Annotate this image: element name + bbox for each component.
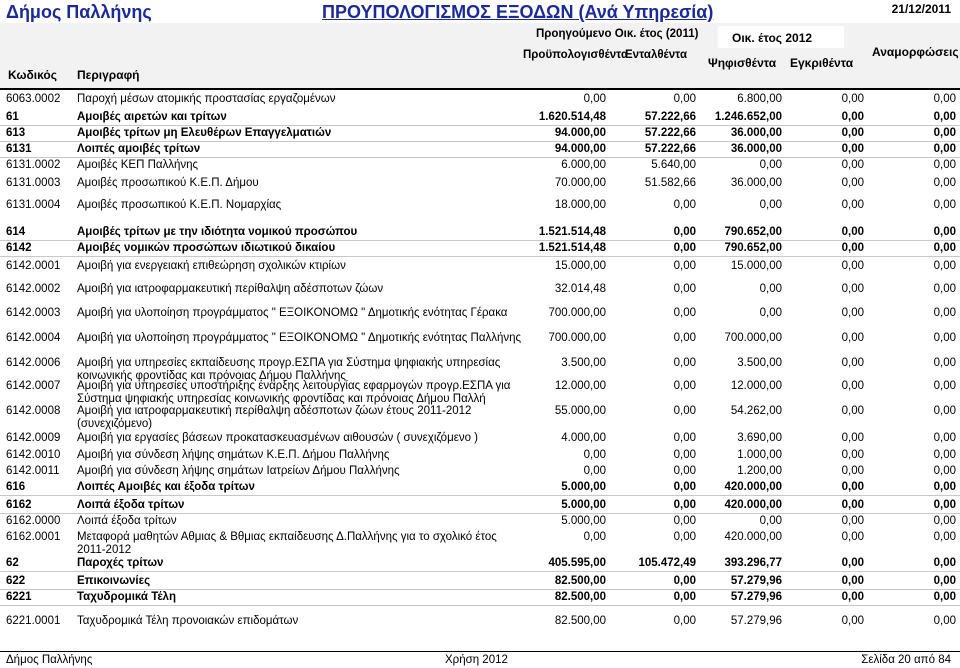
row-value-revisions: 0,00 [933, 465, 956, 477]
row-code: 6142.0002 [6, 283, 61, 295]
row-value-budgeted: 18.000,00 [554, 199, 606, 211]
row-value-approved: 0,00 [841, 177, 864, 189]
row-value-committed: 57.222,66 [644, 143, 696, 155]
row-value-voted: 3.690,00 [737, 432, 782, 444]
row-value-budgeted: 0,00 [583, 93, 606, 105]
row-value-voted: 6.800,00 [737, 93, 782, 105]
row-code: 6131.0004 [6, 199, 61, 211]
row-description-line: Αμοιβή για υπηρεσίες εκπαίδευσης προγρ.ΕΣΠΑ για Σύστημα ψηφιακής υπηρεσίας [77, 357, 501, 369]
row-value-revisions: 0,00 [933, 307, 956, 319]
row-separator [0, 157, 960, 158]
row-code: 62 [6, 557, 19, 569]
row-value-budgeted: 700.000,00 [548, 332, 606, 344]
col-header-budgeted: Προϋπολογισθέντα [523, 49, 629, 61]
row-value-voted: 36.000,00 [730, 127, 782, 139]
row-code: 6142.0004 [6, 332, 61, 344]
row-description-line: 2011-2012 [77, 544, 132, 556]
row-description-line: Λοιπές αμοιβές τρίτων [77, 143, 201, 155]
row-separator [0, 125, 960, 126]
footer-municipality: Δήμος Παλλήνης [6, 654, 93, 666]
row-code: 6162 [6, 499, 32, 511]
row-value-budgeted: 94.000,00 [554, 127, 606, 139]
row-value-committed: 0,00 [673, 465, 696, 477]
row-value-revisions: 0,00 [933, 260, 956, 272]
row-value-budgeted: 405.595,00 [548, 557, 606, 569]
footer-page-number: Σελίδα 20 από 84 [861, 654, 951, 666]
row-value-committed: 0,00 [673, 283, 696, 295]
row-value-revisions: 0,00 [933, 481, 956, 493]
row-value-approved: 0,00 [841, 127, 864, 139]
row-value-approved: 0,00 [841, 557, 864, 569]
row-description [77, 591, 176, 604]
row-value-budgeted: 0,00 [583, 531, 606, 543]
row-description [77, 531, 497, 557]
row-value-voted: 790.652,00 [724, 242, 782, 254]
row-value-voted: 700.000,00 [724, 332, 782, 344]
row-value-committed: 0,00 [673, 531, 696, 543]
row-value-approved: 0,00 [841, 260, 864, 272]
row-value-budgeted: 55.000,00 [554, 405, 606, 417]
row-description [77, 93, 336, 106]
row-separator [0, 513, 960, 514]
row-description-line: Ταχυδρομικά Τέλη προνοιακών επιδομάτων [77, 615, 299, 627]
row-value-voted: 420.000,00 [724, 499, 782, 511]
row-description-line: Σύστημα ψηφιακής υπηρεσίας κοινωνικής φροντίδας και πρόνοιας Δήμου Παλλή [77, 393, 486, 405]
row-value-approved: 0,00 [841, 242, 864, 254]
row-value-committed: 0,00 [673, 449, 696, 461]
row-value-budgeted: 82.500,00 [554, 615, 606, 627]
row-value-budgeted: 82.500,00 [554, 575, 606, 587]
row-value-voted: 36.000,00 [730, 177, 782, 189]
row-code: 6131.0003 [6, 177, 61, 189]
cur-year-group-header: Οικ. έτος 2012 [732, 31, 813, 45]
row-code: 6142.0011 [6, 465, 60, 477]
row-value-budgeted: 700.000,00 [548, 307, 606, 319]
municipality-title: Δήμος Παλλήνης [6, 2, 152, 22]
row-value-revisions: 0,00 [933, 159, 956, 171]
header-rule [0, 88, 960, 90]
row-value-approved: 0,00 [841, 499, 864, 511]
row-description [77, 515, 177, 528]
row-code: 6142 [6, 242, 32, 254]
row-description-line: Παροχή μέσων ατομικής προστασίας εργαζομένων [77, 93, 336, 105]
row-value-budgeted: 0,00 [583, 449, 606, 461]
row-value-voted: 0,00 [759, 515, 782, 527]
row-value-approved: 0,00 [841, 591, 864, 603]
row-description-line: Αμοιβή για σύνδεση λήψης σημάτων Κ.Ε.Π. Δήμου Παλλήνης [77, 449, 390, 461]
row-value-committed: 0,00 [673, 432, 696, 444]
row-code: 613 [6, 127, 26, 139]
row-description [77, 332, 521, 345]
row-value-approved: 0,00 [841, 405, 864, 417]
row-value-committed: 0,00 [673, 481, 696, 493]
row-description-line: Λοιπές Αμοιβές και έξοδα τρίτων [77, 481, 255, 493]
row-description-line: Αμοιβή για ιατροφαρμακευτική περίθαλψη αδέσποτων ζώων έτους 2011-2012 [77, 405, 472, 417]
row-value-revisions: 0,00 [933, 177, 956, 189]
report-title: ΠΡΟΥΠΟΛΟΓΙΣΜΟΣ ΕΞΟΔΩΝ (Ανά Υπηρεσία) [322, 2, 714, 22]
row-value-voted: 12.000,00 [730, 380, 782, 392]
row-value-committed: 0,00 [673, 93, 696, 105]
row-value-revisions: 0,00 [933, 615, 956, 627]
row-code: 6142.0008 [6, 405, 61, 417]
col-header-approved: Εγκριθέντα [790, 56, 854, 70]
row-description [77, 557, 163, 570]
row-value-voted: 57.279,96 [730, 615, 782, 627]
row-value-committed: 5.640,00 [651, 159, 696, 171]
row-value-committed: 0,00 [673, 199, 696, 211]
row-value-committed: 57.222,66 [644, 111, 696, 123]
row-value-budgeted: 3.500,00 [561, 357, 606, 369]
row-value-committed: 0,00 [673, 260, 696, 272]
row-value-committed: 0,00 [673, 405, 696, 417]
row-value-voted: 36.000,00 [730, 143, 782, 155]
row-value-revisions: 0,00 [933, 242, 956, 254]
row-value-committed: 0,00 [673, 226, 696, 238]
report-date: 21/12/2011 [891, 2, 951, 16]
row-value-committed: 0,00 [673, 307, 696, 319]
row-description-line: Αμοιβές ΚΕΠ Παλλήνης [77, 159, 199, 171]
row-value-budgeted: 94.000,00 [554, 143, 606, 155]
row-value-voted: 420.000,00 [724, 481, 782, 493]
footer-rule [0, 651, 960, 652]
row-description [77, 260, 346, 273]
row-value-voted: 420.000,00 [724, 531, 782, 543]
row-value-approved: 0,00 [841, 380, 864, 392]
row-value-voted: 790.652,00 [724, 226, 782, 238]
row-description-line: Αμοιβές προσωπικού Κ.Ε.Π. Νομαρχίας [77, 199, 282, 211]
row-value-revisions: 0,00 [933, 557, 956, 569]
row-description-line: Αμοιβή για εργασίες βάσεων προκατασκευασμένων αιθουσών ( συνεχιζόμενο ) [77, 432, 478, 444]
row-code: 6063.0002 [6, 93, 61, 105]
row-value-voted: 393.296,77 [724, 557, 782, 569]
row-value-revisions: 0,00 [933, 432, 956, 444]
row-description-line: Αμοιβές τρίτων μη Ελευθέρων Επαγγελματιών [77, 127, 332, 139]
row-value-voted: 0,00 [759, 307, 782, 319]
row-value-approved: 0,00 [841, 615, 864, 627]
row-value-revisions: 0,00 [933, 111, 956, 123]
row-value-approved: 0,00 [841, 332, 864, 344]
row-description-line: Μεταφορά μαθητών Αθμιας & Βθμιας εκπαίδευσης Δ.Παλλήνης για το σχολικό έτος [77, 531, 497, 543]
row-value-voted: 1.200,00 [737, 465, 782, 477]
row-value-revisions: 0,00 [933, 405, 956, 417]
row-value-committed: 0,00 [673, 575, 696, 587]
row-description-line: Αμοιβή για ενεργειακή επιθεώρηση σχολικών κτιρίων [77, 260, 346, 272]
row-description [77, 111, 227, 124]
row-value-voted: 57.279,96 [730, 575, 782, 587]
row-description-line: Λοιπά έξοδα τρίτων [77, 515, 177, 527]
row-description [77, 615, 298, 628]
row-code: 6142.0010 [6, 449, 61, 461]
row-description-line: Λοιπά έξοδα τρίτων [77, 499, 185, 511]
row-value-voted: 15.000,00 [730, 260, 782, 272]
row-value-budgeted: 6.000,00 [561, 159, 606, 171]
row-description [77, 283, 383, 296]
row-value-approved: 0,00 [841, 515, 864, 527]
row-description-line: κοινωνικής φροντίδας και πρόνοιας Δήμου Παλλήνης [77, 370, 346, 382]
row-description [77, 499, 184, 512]
row-description-line: Παροχές τρίτων [77, 557, 164, 569]
row-value-budgeted: 12.000,00 [554, 380, 606, 392]
row-value-revisions: 0,00 [933, 531, 956, 543]
row-value-budgeted: 1.620.514,48 [538, 111, 606, 123]
row-value-voted: 0,00 [759, 199, 782, 211]
row-description-line: Αμοιβή για υπηρεσίες υποστήριξης έναρξης λειτουργίας εφαρμογών προγρ.ΕΣΠΑ για [77, 380, 511, 392]
row-description [77, 465, 400, 478]
row-code: 6142.0003 [6, 307, 61, 319]
row-separator [0, 605, 960, 606]
row-description [77, 481, 255, 494]
row-value-budgeted: 5.000,00 [561, 481, 606, 493]
row-value-revisions: 0,00 [933, 357, 956, 369]
row-code: 622 [6, 575, 26, 587]
row-value-voted: 57.279,96 [730, 591, 782, 603]
row-value-approved: 0,00 [841, 432, 864, 444]
row-description-line: Αμοιβές προσωπικού Κ.Ε.Π. Δήμου [77, 177, 259, 189]
row-value-committed: 0,00 [673, 499, 696, 511]
row-value-revisions: 0,00 [933, 575, 956, 587]
row-code: 6142.0007 [6, 380, 61, 392]
col-header-committed: Ενταλθέντα [625, 49, 688, 61]
row-value-budgeted: 4.000,00 [561, 432, 606, 444]
row-value-approved: 0,00 [841, 481, 864, 493]
row-value-revisions: 0,00 [933, 127, 956, 139]
row-separator [0, 589, 960, 590]
row-description-line: Αμοιβές αιρετών και τρίτων [77, 111, 227, 123]
row-value-budgeted: 70.000,00 [554, 177, 606, 189]
row-value-revisions: 0,00 [933, 449, 956, 461]
row-value-budgeted: 82.500,00 [554, 591, 606, 603]
row-value-committed: 0,00 [673, 357, 696, 369]
row-description [77, 199, 281, 212]
row-value-committed: 105.472,49 [638, 557, 696, 569]
row-value-voted: 54.262,00 [730, 405, 782, 417]
row-value-committed: 0,00 [673, 615, 696, 627]
row-value-revisions: 0,00 [933, 143, 956, 155]
row-value-committed: 0,00 [673, 242, 696, 254]
row-value-budgeted: 1.521.514,48 [538, 242, 606, 254]
row-code: 6162.0000 [6, 515, 61, 527]
row-value-voted: 0,00 [759, 283, 782, 295]
row-code: 614 [6, 226, 26, 238]
row-description [77, 405, 471, 431]
row-value-committed: 57.222,66 [644, 127, 696, 139]
row-code: 616 [6, 481, 26, 493]
row-value-committed: 0,00 [673, 332, 696, 344]
row-value-budgeted: 1.521.514,48 [538, 226, 606, 238]
col-header-revisions: Αναμορφώσεις [872, 45, 959, 59]
row-description [77, 575, 150, 588]
row-description-line: Αμοιβή για υλοποίηση προγράμματος " ΕΞΟΙΚΟΝΟΜΩ " Δημοτικής ενότητας Παλλήνης [77, 332, 522, 344]
row-value-budgeted: 32.014,48 [554, 283, 606, 295]
row-value-approved: 0,00 [841, 93, 864, 105]
row-value-voted: 0,00 [759, 159, 782, 171]
row-value-approved: 0,00 [841, 531, 864, 543]
row-separator [0, 571, 960, 572]
row-description [77, 226, 357, 239]
row-value-approved: 0,00 [841, 357, 864, 369]
col-header-code: Κωδικός [8, 68, 58, 82]
row-code: 6162.0001 [6, 531, 61, 543]
col-header-voted: Ψηφισθέντα [708, 56, 777, 70]
row-value-revisions: 0,00 [933, 499, 956, 511]
row-description [77, 449, 389, 462]
row-value-committed: 0,00 [673, 515, 696, 527]
row-description-line: Αμοιβή για ιατροφαρμακευτική περίθαλψη αδέσποτων ζώων [77, 283, 384, 295]
row-description [77, 307, 507, 320]
row-description-line: Ταχυδρομικά Τέλη [77, 591, 176, 603]
row-value-voted: 3.500,00 [737, 357, 782, 369]
row-description [77, 432, 478, 445]
row-code: 6142.0001 [6, 260, 61, 272]
row-value-committed: 0,00 [673, 591, 696, 603]
row-value-budgeted: 5.000,00 [561, 515, 606, 527]
row-description [77, 143, 200, 156]
row-value-voted: 1.246.652,00 [714, 111, 782, 123]
row-description-line: Αμοιβή για υλοποίηση προγράμματος " ΕΞΟΙΚΟΝΟΜΩ " Δημοτικής ενότητας Γέρακα [77, 307, 508, 319]
row-value-approved: 0,00 [841, 199, 864, 211]
row-description [77, 380, 510, 406]
row-separator [0, 256, 960, 257]
row-value-committed: 51.582,66 [644, 177, 696, 189]
row-code: 61 [6, 111, 19, 123]
row-value-revisions: 0,00 [933, 591, 956, 603]
row-code: 6142.0009 [6, 432, 61, 444]
row-description [77, 127, 331, 140]
row-value-revisions: 0,00 [933, 93, 956, 105]
row-code: 6142.0006 [6, 357, 61, 369]
row-value-approved: 0,00 [841, 159, 864, 171]
row-description-line: Αμοιβή για σύνδεση λήψης σημάτων Ιατρείων Δήμου Παλλήνης [77, 465, 400, 477]
row-value-committed: 0,00 [673, 380, 696, 392]
row-description-line: Αμοιβές νομικών προσώπων ιδιωτικού δικαίου [77, 242, 336, 254]
row-value-approved: 0,00 [841, 575, 864, 587]
row-separator [0, 240, 960, 241]
row-value-approved: 0,00 [841, 449, 864, 461]
row-value-revisions: 0,00 [933, 515, 956, 527]
row-value-voted: 1.000,00 [737, 449, 782, 461]
row-separator [0, 141, 960, 142]
row-value-approved: 0,00 [841, 143, 864, 155]
footer-fiscal-year: Χρήση 2012 [445, 654, 508, 666]
row-code: 6221.0001 [6, 615, 61, 627]
row-description [77, 177, 259, 190]
row-value-approved: 0,00 [841, 465, 864, 477]
row-description-line: Επικοινωνίες [77, 575, 151, 587]
row-value-approved: 0,00 [841, 226, 864, 238]
row-value-revisions: 0,00 [933, 199, 956, 211]
row-code: 6131 [6, 143, 32, 155]
row-description-line: (συνεχιζόμενο) [77, 418, 153, 430]
row-value-budgeted: 5.000,00 [561, 499, 606, 511]
row-separator [0, 495, 960, 496]
row-value-approved: 0,00 [841, 283, 864, 295]
row-value-revisions: 0,00 [933, 332, 956, 344]
row-description [77, 242, 335, 255]
row-code: 6221 [6, 591, 32, 603]
row-value-approved: 0,00 [841, 111, 864, 123]
row-code: 6131.0002 [6, 159, 61, 171]
row-description [77, 159, 198, 172]
row-value-revisions: 0,00 [933, 380, 956, 392]
row-value-revisions: 0,00 [933, 226, 956, 238]
row-value-budgeted: 0,00 [583, 465, 606, 477]
col-header-description: Περιγραφή [77, 68, 140, 82]
row-value-approved: 0,00 [841, 307, 864, 319]
row-value-revisions: 0,00 [933, 283, 956, 295]
prev-year-group-header: Προηγούμενο Οικ. έτος (2011) [536, 28, 699, 40]
row-description-line: Αμοιβές τρίτων με την ιδιότητα νομικού προσώπου [77, 226, 358, 238]
row-value-budgeted: 15.000,00 [554, 260, 606, 272]
